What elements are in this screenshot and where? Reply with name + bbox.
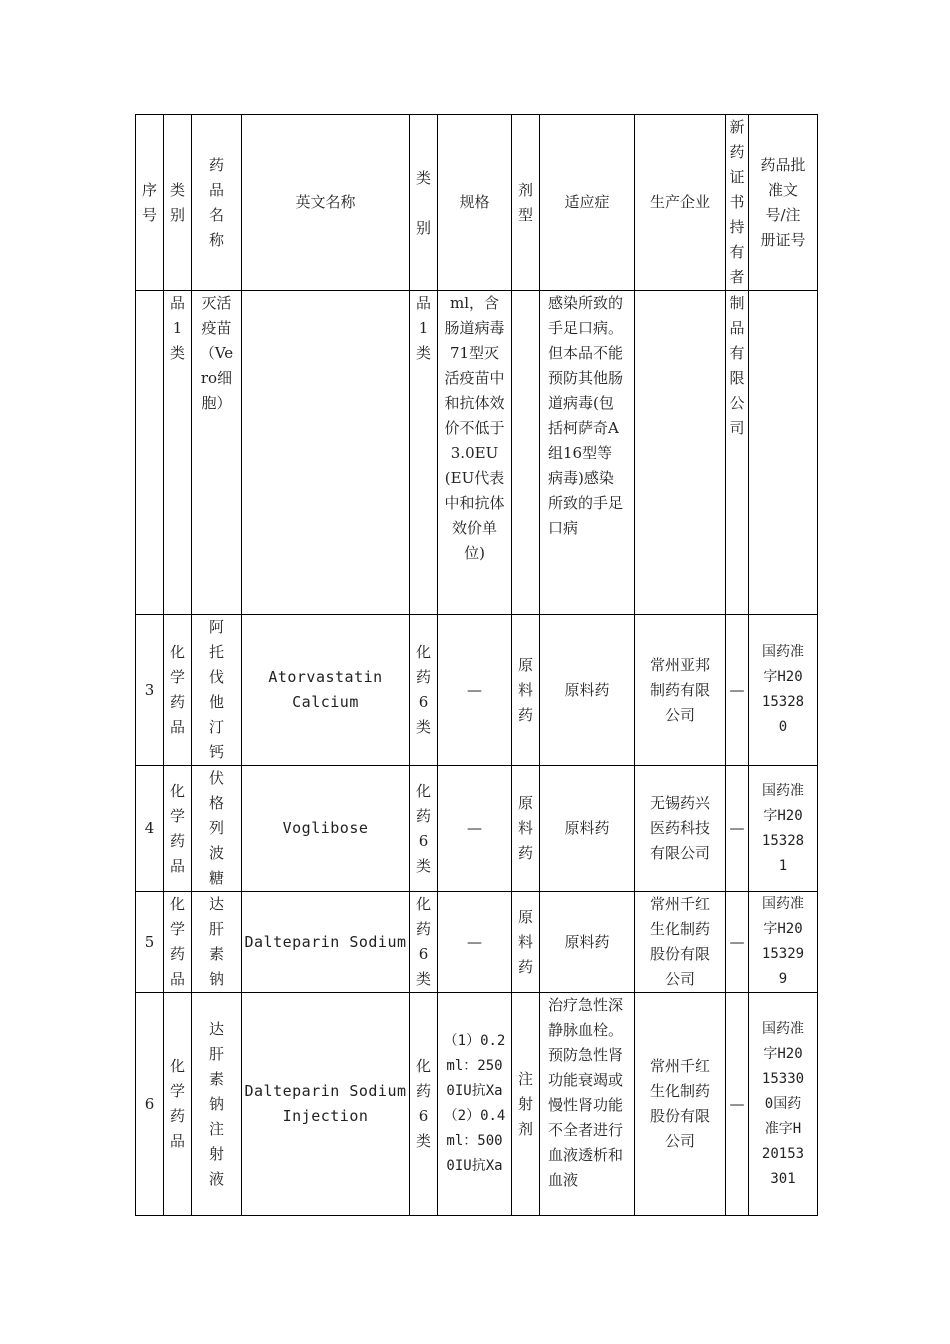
cell-certificate-holder: —: [726, 993, 749, 1216]
cell-index: [136, 291, 164, 615]
cell-spec: —: [438, 766, 512, 892]
cell-indication: 感染所致的手足口病。但本品不能预防其他肠道病毒(包括柯萨奇A组16型等病毒)感染所致的手足口病: [540, 291, 635, 615]
table-row: [136, 766, 818, 892]
cell-manufacturer: 常州亚邦制药有限公司: [635, 615, 726, 766]
cell-english-name: Dalteparin Sodium: [242, 892, 410, 993]
header-class: 类别: [410, 115, 438, 291]
english-name-line-2: Calcium: [292, 693, 359, 711]
cell-spec: —: [438, 615, 512, 766]
cell-category: 化学药品: [164, 615, 192, 766]
drug-approval-table: [135, 114, 818, 1216]
cell-drug-name: 达肝素钠注射液: [192, 993, 242, 1216]
cell-certificate-holder: 制品有限公司: [726, 291, 749, 615]
table-row: [136, 892, 818, 993]
cell-approval-number: 国药准字H20153280: [749, 615, 818, 766]
cell-index: 6: [136, 993, 164, 1216]
cell-category: 化学药品: [164, 993, 192, 1216]
cell-spec: ml，含肠道病毒71型灭活疫苗中和抗体效价不低于3.0EU(EU代表中和抗体效价单位): [438, 291, 512, 615]
header-dosage-form: 剂型: [512, 115, 540, 291]
cell-class: 品1类: [410, 291, 438, 615]
cell-manufacturer: [635, 291, 726, 615]
cell-english-name: [242, 993, 410, 1216]
english-name-line-2: Injection: [282, 1107, 369, 1125]
cell-class: 化药6类: [410, 892, 438, 993]
cell-dosage-form: 原料药: [512, 615, 540, 766]
cell-english-name: Voglibose: [242, 766, 410, 892]
cell-approval-number: [749, 291, 818, 615]
cell-manufacturer: 常州千红生化制药股份有限公司: [635, 892, 726, 993]
cell-drug-name: 伏格列波糖: [192, 766, 242, 892]
cell-english-name: [242, 291, 410, 615]
header-approval-number: 药品批准文号/注册证号: [749, 115, 818, 291]
cell-approval-number: 国药准字H20153299: [749, 892, 818, 993]
cell-manufacturer: 常州千红生化制药股份有限公司: [635, 993, 726, 1216]
header-category: 类别: [164, 115, 192, 291]
cell-index: 5: [136, 892, 164, 993]
header-certificate-holder: 新药证书持有者: [726, 115, 749, 291]
cell-class: 化药6类: [410, 615, 438, 766]
cell-indication: 治疗急性深静脉血栓。预防急性肾功能衰竭或慢性肾功能不全者进行血液透析和血液: [540, 993, 635, 1216]
cell-certificate-holder: —: [726, 766, 749, 892]
cell-approval-number: 国药准字H20153300国药准字H20153301: [749, 993, 818, 1216]
cell-index: 4: [136, 766, 164, 892]
header-index: 序号: [136, 115, 164, 291]
cell-dosage-form: 原料药: [512, 766, 540, 892]
cell-english-name: [242, 615, 410, 766]
table-header-row: [136, 115, 818, 291]
header-english-name: 英文名称: [242, 115, 410, 291]
cell-class: 化药6类: [410, 766, 438, 892]
cell-category: 品1类: [164, 291, 192, 615]
header-drug-name: 药品名称: [192, 115, 242, 291]
cell-approval-number: 国药准字H20153281: [749, 766, 818, 892]
header-manufacturer: 生产企业: [635, 115, 726, 291]
cell-spec: —: [438, 892, 512, 993]
cell-indication: 原料药: [540, 892, 635, 993]
cell-certificate-holder: —: [726, 615, 749, 766]
table-row: [136, 993, 818, 1216]
cell-indication: 原料药: [540, 766, 635, 892]
cell-manufacturer: 无锡药兴医药科技有限公司: [635, 766, 726, 892]
cell-dosage-form: 原料药: [512, 892, 540, 993]
cell-drug-name: 灭活疫苗（Vero细胞）: [192, 291, 242, 615]
cell-category: 化学药品: [164, 892, 192, 993]
cell-category: 化学药品: [164, 766, 192, 892]
cell-index: 3: [136, 615, 164, 766]
cell-dosage-form: [512, 291, 540, 615]
cell-certificate-holder: —: [726, 892, 749, 993]
table-row: [136, 615, 818, 766]
cell-class: 化药6类: [410, 993, 438, 1216]
english-name-line-1: Atorvastatin: [268, 668, 383, 686]
cell-indication: 原料药: [540, 615, 635, 766]
table-row: [136, 291, 818, 615]
header-spec: 规格: [438, 115, 512, 291]
english-name-line-1: Dalteparin Sodium: [244, 1082, 407, 1100]
header-indication: 适应症: [540, 115, 635, 291]
cell-dosage-form: 注射剂: [512, 993, 540, 1216]
cell-drug-name: 达肝素钠: [192, 892, 242, 993]
cell-spec: （1）0.2ml：2500IU抗Xa（2）0.4ml：5000IU抗Xa: [438, 993, 512, 1216]
cell-drug-name: 阿托伐他汀钙: [192, 615, 242, 766]
